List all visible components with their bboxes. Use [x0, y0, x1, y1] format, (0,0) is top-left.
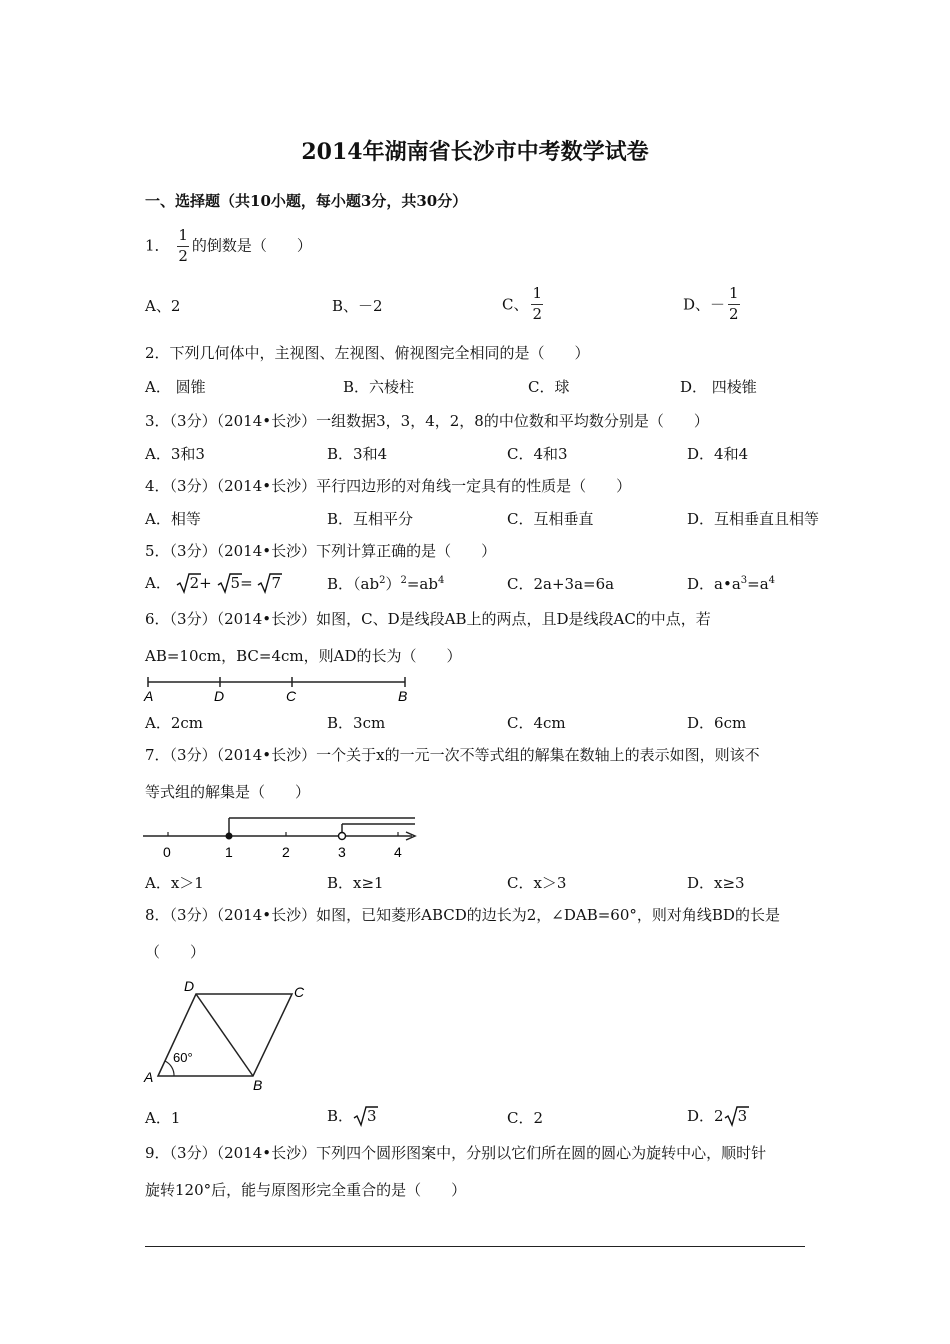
hollow-dot [339, 833, 346, 840]
q1-option-b: B、－2 [332, 297, 383, 315]
section-heading: 一、选择题（共10小题，每小题3分，共30分） [145, 192, 468, 210]
q2-option-c: C．球 [528, 378, 570, 396]
q7-option-d: D．x≥3 [687, 874, 745, 892]
q1-option-d: D、－ $\frac{1}{2}$ [683, 284, 739, 323]
tick-label: 4 [394, 844, 402, 860]
question-3: 3．（3分）（2014•长沙）一组数据3，3，4，2，8的中位数和平均数分别是（ ） [145, 412, 709, 430]
rhombus-figure [138, 974, 318, 1096]
q4-option-d: D．互相垂直且相等 [687, 510, 820, 528]
q2-option-d: D． 四棱锥 [680, 378, 757, 396]
q5-option-a: A． 2+ 5= 7 [145, 572, 281, 594]
diagonal-bd [196, 994, 253, 1076]
point-label-c: C [286, 688, 297, 704]
q5-option-d: D．$a•a^3=a^4$ [687, 575, 776, 593]
solid-dot [226, 833, 233, 840]
tick-label: 3 [338, 844, 346, 860]
question-1 [145, 228, 312, 265]
tick-label: 2 [282, 844, 290, 860]
question-text: 的倒数是（ ） [191, 236, 312, 255]
q5-option-b: B．$(ab^2)^2=ab^4$ [327, 575, 445, 593]
q6-option-c: C．4cm [507, 714, 566, 732]
angle-label: 60° [173, 1050, 193, 1065]
question-8-line1: 8．（3分）（2014•长沙）如图，已知菱形ABCD的边长为2，∠DAB=60°，则对角线BD的长是 [145, 906, 780, 924]
page-footer-rule [145, 1246, 805, 1247]
question-7-line1: 7．（3分）（2014•长沙）一个关于x的一元一次不等式组的解集在数轴上的表示如图，则该不 [145, 746, 760, 764]
vertex-label-c: C [294, 984, 305, 1000]
q6-option-d: D．6cm [687, 714, 747, 732]
q4-option-a: A．相等 [145, 510, 201, 528]
q6-option-a: A．2cm [145, 714, 204, 732]
question-5: 5．（3分）（2014•长沙）下列计算正确的是（ ） [145, 542, 497, 560]
segment-figure [140, 674, 420, 706]
q1-option-c: C、 $\frac{1}{2}$ [502, 284, 543, 323]
question-number: 1． [145, 236, 170, 255]
point-label-a: A [144, 688, 154, 704]
vertex-label-a: A [144, 1069, 154, 1085]
q8-option-b: B． 3 [327, 1105, 377, 1127]
page-title: 2014年湖南省长沙市中考数学试卷 [301, 139, 649, 165]
question-6-line2: AB=10cm，BC=4cm，则AD的长为（ ） [145, 647, 462, 665]
q7-option-c: C．x＞3 [507, 874, 567, 892]
point-label-d: D [214, 688, 225, 704]
question-4: 4．（3分）（2014•长沙）平行四边形的对角线一定具有的性质是（ ） [145, 477, 632, 495]
question-9-line1: 9．（3分）（2014•长沙）下列四个圆形图案中，分别以它们所在圆的圆心为旋转中心，顺时针 [145, 1144, 767, 1162]
q4-option-b: B．互相平分 [327, 510, 414, 528]
q8-option-c: C．2 [507, 1109, 544, 1127]
q3-option-d: D．4和4 [687, 445, 749, 463]
q3-option-a: A．3和3 [145, 445, 205, 463]
q8-option-a: A．1 [145, 1109, 181, 1127]
q5-option-c: C．2a+3a=6a [507, 575, 615, 593]
q3-option-c: C．4和3 [507, 445, 568, 463]
q8-option-d: D．2 3 [687, 1105, 747, 1127]
tick-label: 0 [163, 844, 171, 860]
q1-option-a: A、2 [145, 297, 181, 315]
question-8-line2: （ ） [145, 943, 206, 961]
vertex-label-b: B [253, 1077, 263, 1093]
question-2: 2．下列几何体中，主视图、左视图、俯视图完全相同的是（ ） [145, 344, 590, 362]
question-7-line2: 等式组的解集是（ ） [145, 783, 311, 801]
number-line-figure [140, 812, 425, 862]
vertex-label-d: D [184, 978, 195, 994]
q3-option-b: B．3和4 [327, 445, 388, 463]
point-label-b: B [398, 688, 408, 704]
q2-option-b: B．六棱柱 [343, 378, 415, 396]
question-6-line1: 6．（3分）（2014•长沙）如图，C、D是线段AB上的两点，且D是线段AC的中点，若 [145, 610, 711, 628]
q7-option-a: A．x＞1 [145, 874, 204, 892]
q6-option-b: B．3cm [327, 714, 386, 732]
question-9-line2: 旋转120°后，能与原图形完全重合的是（ ） [145, 1181, 467, 1199]
q2-option-a: A． 圆锥 [145, 378, 206, 396]
q4-option-c: C．互相垂直 [507, 510, 594, 528]
tick-label: 1 [225, 844, 233, 860]
fraction: $\frac{1}{2}$ [178, 226, 188, 265]
q7-option-b: B．x≥1 [327, 874, 384, 892]
